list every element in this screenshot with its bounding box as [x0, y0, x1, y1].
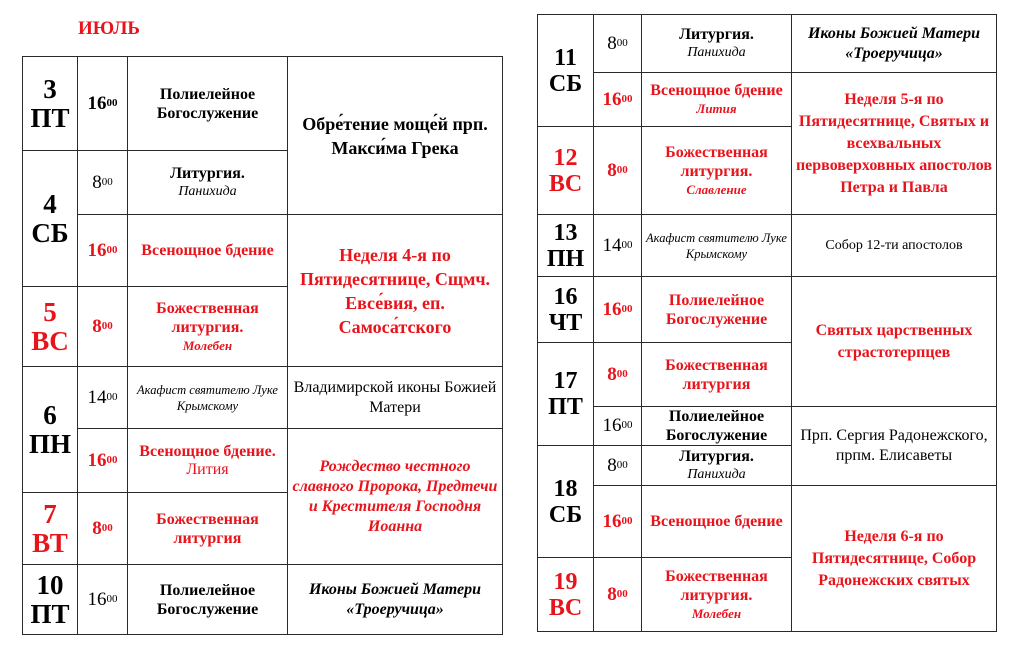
table-row	[23, 367, 503, 429]
service-cell: Полиелейное Богослужение	[128, 565, 288, 635]
service-cell: Всенощное бдение	[642, 486, 792, 558]
schedule-table-left	[22, 56, 503, 635]
time-cell: $14^{00}$	[594, 215, 642, 277]
time-cell: $8^{00}$	[78, 493, 128, 565]
time-cell: $8^{00}$	[594, 15, 642, 73]
feast-cell: Собор 12-ти апостолов	[792, 215, 997, 277]
day-cell: 12 ВС	[538, 127, 594, 215]
day-cell: 3 ПТ	[23, 57, 78, 151]
service-cell: Акафист святителю Луке Крымскому	[642, 215, 792, 277]
feast-cell: Обре́тение моще́й прп. Макси́ма Грека	[288, 57, 503, 215]
schedule-table-right	[537, 14, 997, 632]
time-cell: $16^{00}$	[594, 486, 642, 558]
table-row	[538, 73, 997, 127]
time-cell: $16^{00}$	[78, 57, 128, 151]
time-cell: $8^{00}$	[594, 558, 642, 632]
table-row	[538, 215, 997, 277]
table-row	[538, 486, 997, 558]
feast-cell: Иконы Божией Матери «Троеручица»	[288, 565, 503, 635]
time-cell: $16^{00}$	[78, 429, 128, 493]
day-cell: 18 СБ	[538, 446, 594, 558]
feast-cell: Неделя 6-я по Пятидесятнице, Собор Радонежских святых	[792, 486, 997, 632]
day-cell: 4 СБ	[23, 151, 78, 287]
feast-cell: Неделя 4-я по Пятидесятнице, Сщмч. Евсе́вия, еп. Самоса́тского	[288, 215, 503, 367]
day-cell: 16 ЧТ	[538, 277, 594, 343]
month-title: ИЮЛЬ	[78, 18, 140, 39]
day-cell: 19 ВС	[538, 558, 594, 632]
day-cell: 13 ПН	[538, 215, 594, 277]
day-cell: 17 ПТ	[538, 343, 594, 446]
feast-cell: Иконы Божией Матери «Троеручица»	[792, 15, 997, 73]
service-cell: Всенощное бдение	[128, 215, 288, 287]
service-cell: Всенощное бдение. Лития	[128, 429, 288, 493]
table-row	[23, 565, 503, 635]
time-cell: $8^{00}$	[594, 343, 642, 407]
service-cell: Полиелейное Богослужение	[642, 407, 792, 446]
service-cell: Божественная литургия. Славление	[642, 127, 792, 215]
feast-cell: Неделя 5-я по Пятидесятнице, Святых и всехвальных первоверховных апостолов Петра и Павла	[792, 73, 997, 215]
feast-cell: Святых царственных страстотерпцев	[792, 277, 997, 407]
time-cell: $8^{00}$	[78, 287, 128, 367]
table-row	[23, 215, 503, 287]
time-cell: $16^{00}$	[78, 215, 128, 287]
service-cell: Божественная литургия	[642, 343, 792, 407]
service-cell: Литургия. Панихида	[642, 446, 792, 486]
time-cell: $16^{00}$	[594, 73, 642, 127]
service-cell: Всенощное бдение Лития	[642, 73, 792, 127]
feast-cell: Рождество честного славного Пророка, Предтечи и Крестителя Господня Иоанна	[288, 429, 503, 565]
day-cell: 5 ВС	[23, 287, 78, 367]
table-row	[538, 407, 997, 446]
day-cell: 7 ВТ	[23, 493, 78, 565]
day-cell: 11 СБ	[538, 15, 594, 127]
service-cell: Божественная литургия. Молебен	[642, 558, 792, 632]
day-cell: 6 ПН	[23, 367, 78, 493]
time-cell: $8^{00}$	[594, 446, 642, 486]
table-row	[23, 57, 503, 151]
service-cell: Божественная литургия	[128, 493, 288, 565]
day-cell: 10 ПТ	[23, 565, 78, 635]
time-cell: $16^{00}$	[594, 407, 642, 446]
service-cell: Литургия. Панихида	[642, 15, 792, 73]
table-row	[538, 277, 997, 343]
service-cell: Полиелейное Богослужение	[128, 57, 288, 151]
table-row	[538, 15, 997, 73]
time-cell: $8^{00}$	[78, 151, 128, 215]
time-cell: $16^{00}$	[78, 565, 128, 635]
feast-cell: Владимирской иконы Божией Матери	[288, 367, 503, 429]
service-cell: Литургия. Панихида	[128, 151, 288, 215]
time-cell: $16^{00}$	[594, 277, 642, 343]
service-cell: Акафист святителю Луке Крымскому	[128, 367, 288, 429]
service-cell: Полиелейное Богослужение	[642, 277, 792, 343]
table-row	[23, 429, 503, 493]
service-cell: Божественная литургия. Молебен	[128, 287, 288, 367]
feast-cell: Прп. Сергия Радонежского, прпм. Елисаветы	[792, 407, 997, 486]
time-cell: $8^{00}$	[594, 127, 642, 215]
time-cell: $14^{00}$	[78, 367, 128, 429]
